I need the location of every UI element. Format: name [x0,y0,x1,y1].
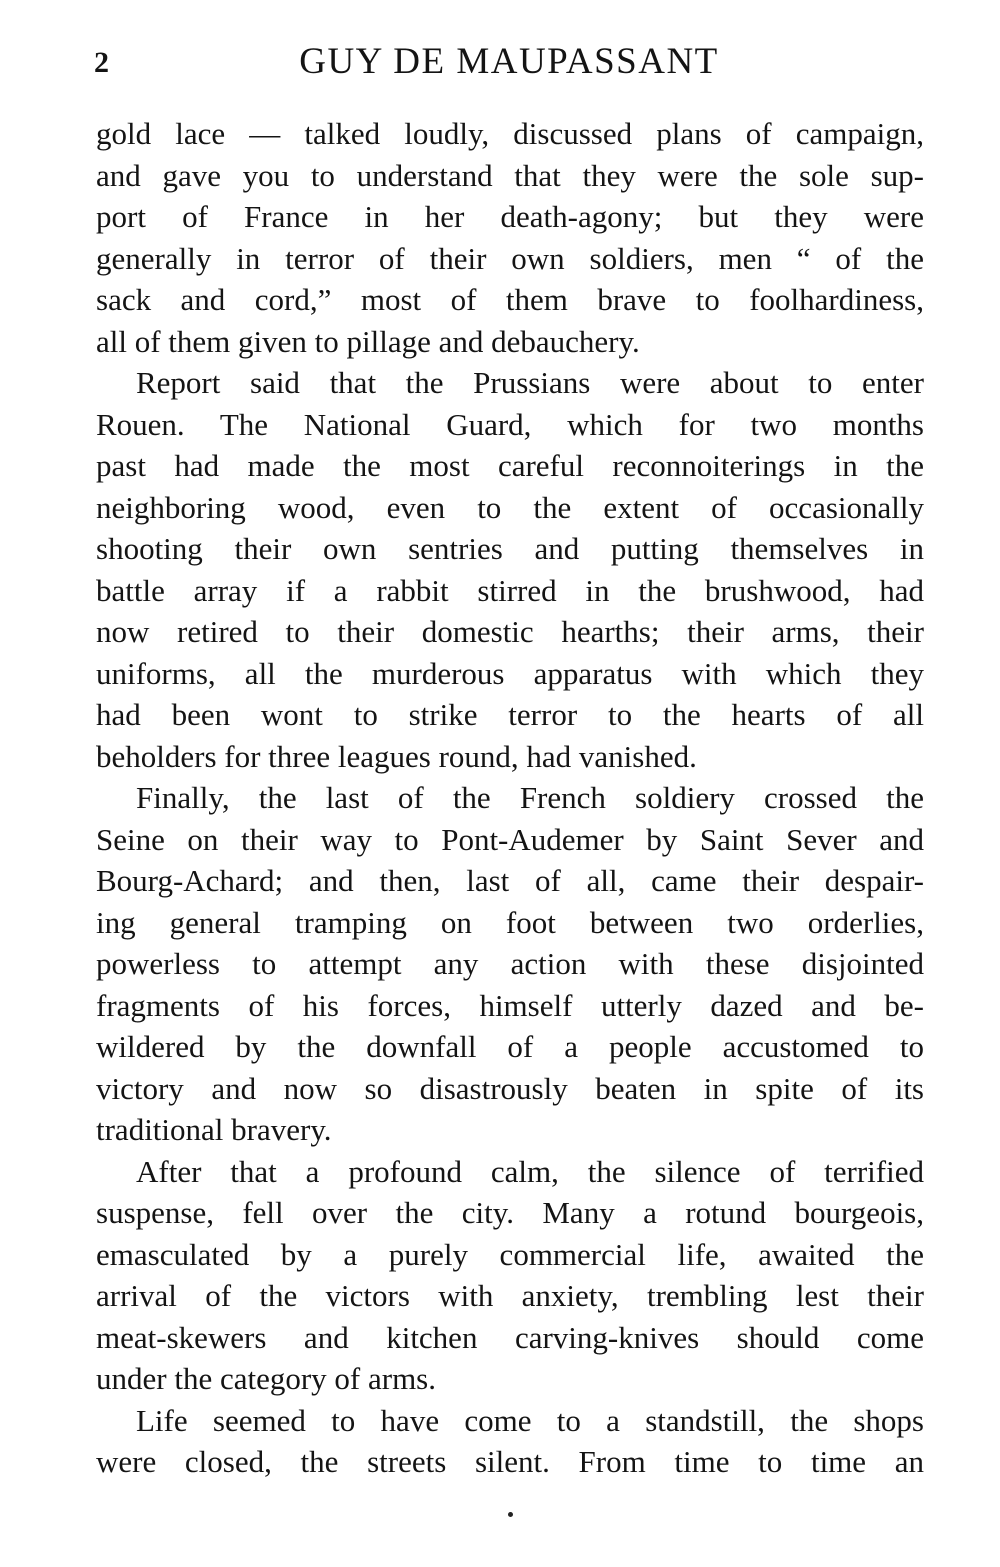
paragraph-first-line: After that a profound calm, the silence of terrified [136,1153,924,1189]
paragraph-first-line: Report said that the Prussians were about to enter [136,365,924,400]
text-line: and gave you to understand that they were the sole sup- [96,157,924,193]
text-line: all of them given to pillage and debauchery. [96,323,640,359]
text-line: powerless to attempt any action with these disjointed [96,946,924,981]
text-line: suspense, fell over the city. Many a rotund bourgeois, [96,1195,924,1230]
text-line: uniforms, all the murderous apparatus with which they [96,655,924,691]
text-line: neighboring wood, even to the extent of occasionally [96,489,924,525]
text-line: Seine on their way to Pont-Audemer by Saint Sever and [96,821,924,857]
text-line: gold lace — talked loudly, discussed plans of campaign, [96,116,924,151]
text-line: wildered by the downfall of a people accustomed to [96,1029,924,1064]
text-line: generally in terror of their own soldiers, men “ of the [96,240,924,276]
running-head [94,40,924,96]
text-line: victory and now so disastrously beaten in spite of its [96,1070,924,1106]
text-line: past had made the most careful reconnoiterings in the [96,448,924,483]
text-line: meat-skewers and kitchen carving-knives should come [96,1319,924,1355]
text-line: emasculated by a purely commercial life, awaited the [96,1236,924,1272]
text-line: beholders for three leagues round, had vanished. [96,738,697,774]
text-line: traditional bravery. [96,1112,332,1147]
text-line: under the category of arms. [96,1361,437,1396]
text-line: shooting their own sentries and putting themselves in [96,531,924,566]
text-line: port of France in her death-agony; but they were [96,199,924,234]
text-line: battle array if a rabbit stirred in the brushwood, had [96,572,924,608]
paragraph-first-line: Finally, the last of the French soldiery crossed the [136,780,924,815]
text-line: fragments of his forces, himself utterly dazed and be- [96,987,924,1023]
text-line: now retired to their domestic hearths; their arms, their [96,614,924,649]
page-number: 2 [94,46,109,79]
text-line: arrival of the victors with anxiety, trembling lest their [96,1278,924,1313]
text-line: Bourg-Achard; and then, last of all, came their despair- [96,863,924,898]
page-title: GUY DE MAUPASSANT [299,41,719,82]
text-line: Rouen. The National Guard, which for two months [96,406,924,442]
text-line: had been wont to strike terror to the hearts of all [96,697,924,732]
text-line: were closed, the streets silent. From time to time an [96,1444,924,1479]
signature-mark [508,1512,513,1517]
text-line: sack and cord,” most of them brave to foolhardiness, [96,282,924,317]
text-line: ing general tramping on foot between two orderlies, [96,904,924,940]
paragraph-first-line: Life seemed to have come to a standstill, the shops [136,1402,924,1438]
body-text [96,113,924,1483]
